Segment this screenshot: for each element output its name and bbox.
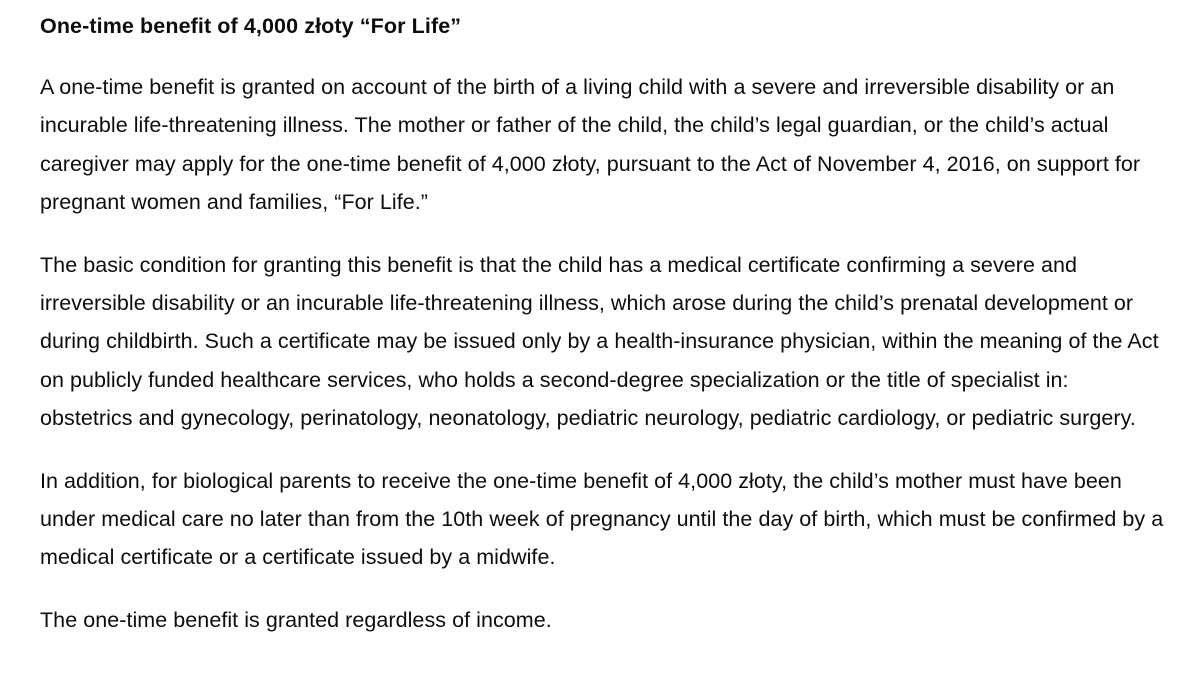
paragraph-income: The one-time benefit is granted regardless of income. bbox=[40, 607, 552, 632]
paragraph-eligibility: A one-time benefit is granted on account of the birth of a living child with a severe and irreversible disability or an incurable life-threatening illness. The mother or father of the child, the child’s legal guardian, or the child’s actual caregiver may apply for the one-time benefit of 4,000 złoty, pursuant to the Act of November 4, 2016, on support for pregnant women and families, “For Life.” bbox=[40, 75, 1141, 215]
paragraph-basic-condition: The basic condition for granting this benefit is that the child has a medical certificate confirming a severe and irreversible disability or an incurable life-threatening illness, which arose during the child’s prenatal development or during childbirth. Such a certificate may be issued only by a health-insurance physician, within the meaning of the Act on publicly funded healthcare services, who holds a second-degree specialization or the title of specialist in: obstetrics and gynecology, perinatology, neonatology, pediatric neurology, pediatric cardiology, or pediatric surgery. bbox=[40, 252, 1159, 431]
paragraph-medical-care: In addition, for biological parents to receive the one-time benefit of 4,000 złoty, the child’s mother must have been under medical care no later than from the 10th week of pregnancy until the day of birth, which must be confirmed by a medical certificate or a certificate issued by a midwife. bbox=[40, 468, 1164, 570]
article-heading: One-time benefit of 4,000 złoty “For Life” bbox=[40, 14, 462, 38]
